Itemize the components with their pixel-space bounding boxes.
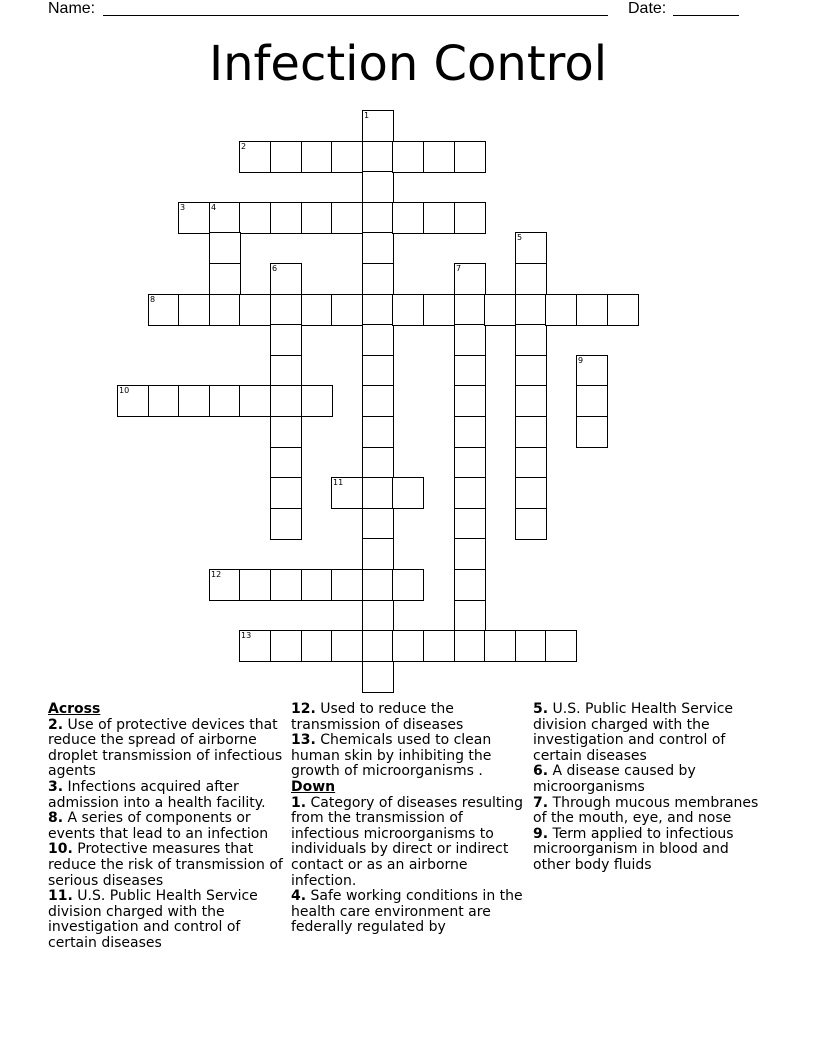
crossword-cell[interactable] bbox=[209, 294, 241, 326]
crossword-cell[interactable] bbox=[515, 508, 547, 540]
across-heading: Across bbox=[48, 701, 101, 717]
clue-number: 11 bbox=[333, 478, 344, 487]
crossword-cell[interactable] bbox=[515, 263, 547, 295]
crossword-cell[interactable] bbox=[331, 141, 363, 173]
crossword-cell[interactable] bbox=[362, 202, 394, 234]
crossword-cell[interactable] bbox=[331, 477, 363, 509]
crossword-cell[interactable] bbox=[362, 538, 394, 570]
clue-number: 6 bbox=[272, 264, 278, 273]
crossword-cell[interactable] bbox=[270, 355, 302, 387]
crossword-cell[interactable] bbox=[362, 508, 394, 540]
clue-down-4: 4. Safe working conditions in the health care environment are federally regulated by bbox=[291, 888, 523, 936]
crossword-cell[interactable] bbox=[454, 600, 486, 632]
crossword-cell[interactable] bbox=[362, 232, 394, 264]
crossword-cell[interactable] bbox=[362, 416, 394, 448]
crossword-cell[interactable] bbox=[362, 294, 394, 326]
crossword-cell[interactable] bbox=[301, 294, 333, 326]
clue-number: 1 bbox=[364, 111, 370, 120]
clue-number: 4 bbox=[211, 203, 217, 212]
crossword-cell[interactable] bbox=[270, 202, 302, 234]
crossword-cell[interactable] bbox=[178, 385, 210, 417]
clue-across-10: 10. Protective measures that reduce the risk of transmission of serious diseases bbox=[48, 841, 283, 889]
crossword-cell[interactable] bbox=[270, 630, 302, 662]
crossword-cell[interactable] bbox=[301, 141, 333, 173]
header bbox=[0, 0, 816, 22]
clue-number: 10 bbox=[119, 386, 130, 395]
crossword-cell[interactable] bbox=[392, 141, 424, 173]
crossword-cell[interactable] bbox=[515, 630, 547, 662]
crossword-cell[interactable] bbox=[362, 630, 394, 662]
crossword-cell[interactable] bbox=[331, 630, 363, 662]
crossword-cell[interactable] bbox=[362, 385, 394, 417]
crossword-cell[interactable] bbox=[576, 355, 608, 387]
crossword-cell[interactable] bbox=[607, 294, 639, 326]
crossword-cell[interactable] bbox=[117, 385, 149, 417]
crossword-cell[interactable] bbox=[454, 569, 486, 601]
crossword-cell[interactable] bbox=[270, 477, 302, 509]
crossword-cell[interactable] bbox=[301, 630, 333, 662]
clue-number: 5 bbox=[517, 233, 523, 242]
crossword-cell[interactable] bbox=[454, 447, 486, 479]
crossword-cell[interactable] bbox=[392, 477, 424, 509]
crossword-cell[interactable] bbox=[576, 294, 608, 326]
crossword-cell[interactable] bbox=[209, 232, 241, 264]
crossword-cell[interactable] bbox=[301, 202, 333, 234]
clue-across-11: 11. U.S. Public Health Service division charged with the investigation and control of certain diseases bbox=[48, 888, 258, 951]
crossword-cell[interactable] bbox=[545, 630, 577, 662]
crossword-cell[interactable] bbox=[301, 385, 333, 417]
crossword-cell[interactable] bbox=[362, 600, 394, 632]
crossword-cell[interactable] bbox=[515, 324, 547, 356]
crossword-cell[interactable] bbox=[454, 385, 486, 417]
crossword-cell[interactable] bbox=[362, 447, 394, 479]
crossword-cell[interactable] bbox=[454, 416, 486, 448]
crossword-cell[interactable] bbox=[484, 630, 516, 662]
crossword-cell[interactable] bbox=[362, 110, 394, 142]
crossword-cell[interactable] bbox=[209, 263, 241, 295]
crossword-cell[interactable] bbox=[362, 171, 394, 203]
clues-column-2 bbox=[291, 702, 527, 936]
crossword-cell[interactable] bbox=[423, 630, 455, 662]
page-title: Infection Control bbox=[208, 36, 608, 92]
crossword-cell[interactable] bbox=[178, 294, 210, 326]
crossword-cell[interactable] bbox=[362, 569, 394, 601]
crossword-cell[interactable] bbox=[454, 508, 486, 540]
clue-number: 12 bbox=[211, 570, 222, 579]
date-field[interactable] bbox=[673, 15, 739, 16]
crossword-cell[interactable] bbox=[454, 202, 486, 234]
name-field[interactable] bbox=[103, 15, 608, 16]
crossword-cell[interactable] bbox=[576, 416, 608, 448]
crossword-cell[interactable] bbox=[270, 416, 302, 448]
crossword-cell[interactable] bbox=[270, 324, 302, 356]
crossword-cell[interactable] bbox=[148, 294, 180, 326]
crossword-cell[interactable] bbox=[239, 385, 271, 417]
crossword-cell[interactable] bbox=[209, 385, 241, 417]
crossword-cell[interactable] bbox=[454, 355, 486, 387]
crossword-cell[interactable] bbox=[239, 569, 271, 601]
crossword-cell[interactable] bbox=[239, 202, 271, 234]
crossword-cell[interactable] bbox=[362, 661, 394, 693]
crossword-cell[interactable] bbox=[270, 141, 302, 173]
name-label: Name: bbox=[48, 0, 96, 17]
crossword-cell[interactable] bbox=[454, 294, 486, 326]
crossword-cell[interactable] bbox=[270, 508, 302, 540]
clue-number: 2 bbox=[241, 142, 247, 151]
crossword-cell[interactable] bbox=[515, 232, 547, 264]
crossword-cell[interactable] bbox=[331, 202, 363, 234]
clue-number: 9 bbox=[578, 356, 584, 365]
crossword-cell[interactable] bbox=[331, 569, 363, 601]
crossword-cell[interactable] bbox=[423, 294, 455, 326]
crossword-cell[interactable] bbox=[454, 477, 486, 509]
crossword-cell[interactable] bbox=[423, 141, 455, 173]
crossword-cell[interactable] bbox=[270, 385, 302, 417]
crossword-cell[interactable] bbox=[515, 477, 547, 509]
crossword-cell[interactable] bbox=[484, 294, 516, 326]
crossword-cell[interactable] bbox=[392, 630, 424, 662]
down-heading: Down bbox=[291, 778, 336, 795]
crossword-cell[interactable] bbox=[301, 569, 333, 601]
crossword-cell[interactable] bbox=[209, 569, 241, 601]
crossword-cell[interactable] bbox=[270, 263, 302, 295]
crossword-cell[interactable] bbox=[362, 477, 394, 509]
crossword-cell[interactable] bbox=[239, 141, 271, 173]
date-label: Date: bbox=[628, 0, 667, 17]
crossword-cell[interactable] bbox=[270, 294, 302, 326]
crossword-cell[interactable] bbox=[515, 447, 547, 479]
crossword-cell[interactable] bbox=[362, 141, 394, 173]
clue-down-7: 7. Through mucous membranes of the mouth, eye, and nose bbox=[533, 794, 759, 827]
clue-number: 3 bbox=[180, 203, 186, 212]
clue-across-3: 3. Infections acquired after admission into a health facility. bbox=[48, 778, 266, 811]
crossword-cell[interactable] bbox=[392, 569, 424, 601]
crossword-cell[interactable] bbox=[270, 447, 302, 479]
crossword-cell[interactable] bbox=[239, 630, 271, 662]
clues-column-3 bbox=[533, 702, 769, 874]
crossword-cell[interactable] bbox=[515, 416, 547, 448]
crossword-cell[interactable] bbox=[423, 202, 455, 234]
crossword-cell[interactable] bbox=[362, 324, 394, 356]
crossword-cell[interactable] bbox=[515, 385, 547, 417]
crossword-cell[interactable] bbox=[576, 385, 608, 417]
crossword-cell[interactable] bbox=[362, 263, 394, 295]
clue-across-8: 8. A series of components or events that lead to an infection bbox=[48, 810, 269, 842]
crossword-cell[interactable] bbox=[270, 569, 302, 601]
crossword-cell[interactable] bbox=[545, 294, 577, 326]
crossword-cell[interactable] bbox=[331, 294, 363, 326]
crossword-cell[interactable] bbox=[362, 355, 394, 387]
clues-column-1 bbox=[48, 702, 284, 952]
clue-number: 7 bbox=[456, 264, 462, 273]
crossword-cell[interactable] bbox=[239, 294, 271, 326]
crossword-cell[interactable] bbox=[392, 294, 424, 326]
crossword-cell[interactable] bbox=[454, 324, 486, 356]
clue-number: 8 bbox=[150, 295, 156, 304]
clue-number: 13 bbox=[241, 631, 252, 640]
crossword-cell[interactable] bbox=[454, 630, 486, 662]
clue-across-13: 13. Chemicals used to clean human skin by inhibiting the growth of microorganisms . bbox=[291, 732, 492, 780]
clue-down-6: 6. A disease caused by microorganisms bbox=[533, 763, 696, 795]
clue-down-1: 1. Category of diseases resulting from the transmission of infectious microorganisms to individuals by direct or indirect contact or as an airborne infection. bbox=[291, 794, 524, 889]
crossword-cell[interactable] bbox=[454, 538, 486, 570]
clue-across-2: 2. Use of protective devices that reduce the spread of airborne droplet transmission of infectious agents bbox=[48, 716, 283, 780]
clue-down-5: 5. U.S. Public Health Service division charged with the investigation and control of certain diseases bbox=[533, 701, 734, 764]
crossword-cell[interactable] bbox=[209, 202, 241, 234]
crossword-cell[interactable] bbox=[454, 141, 486, 173]
clue-down-9: 9. Term applied to infectious microorganism in blood and other body fluids bbox=[533, 825, 734, 873]
crossword-cell[interactable] bbox=[178, 202, 210, 234]
clue-across-12: 12. Used to reduce the transmission of diseases bbox=[291, 701, 464, 733]
crossword-cell[interactable] bbox=[515, 294, 547, 326]
crossword-cell[interactable] bbox=[148, 385, 180, 417]
crossword-cell[interactable] bbox=[454, 263, 486, 295]
crossword-cell[interactable] bbox=[515, 355, 547, 387]
crossword-cell[interactable] bbox=[392, 202, 424, 234]
